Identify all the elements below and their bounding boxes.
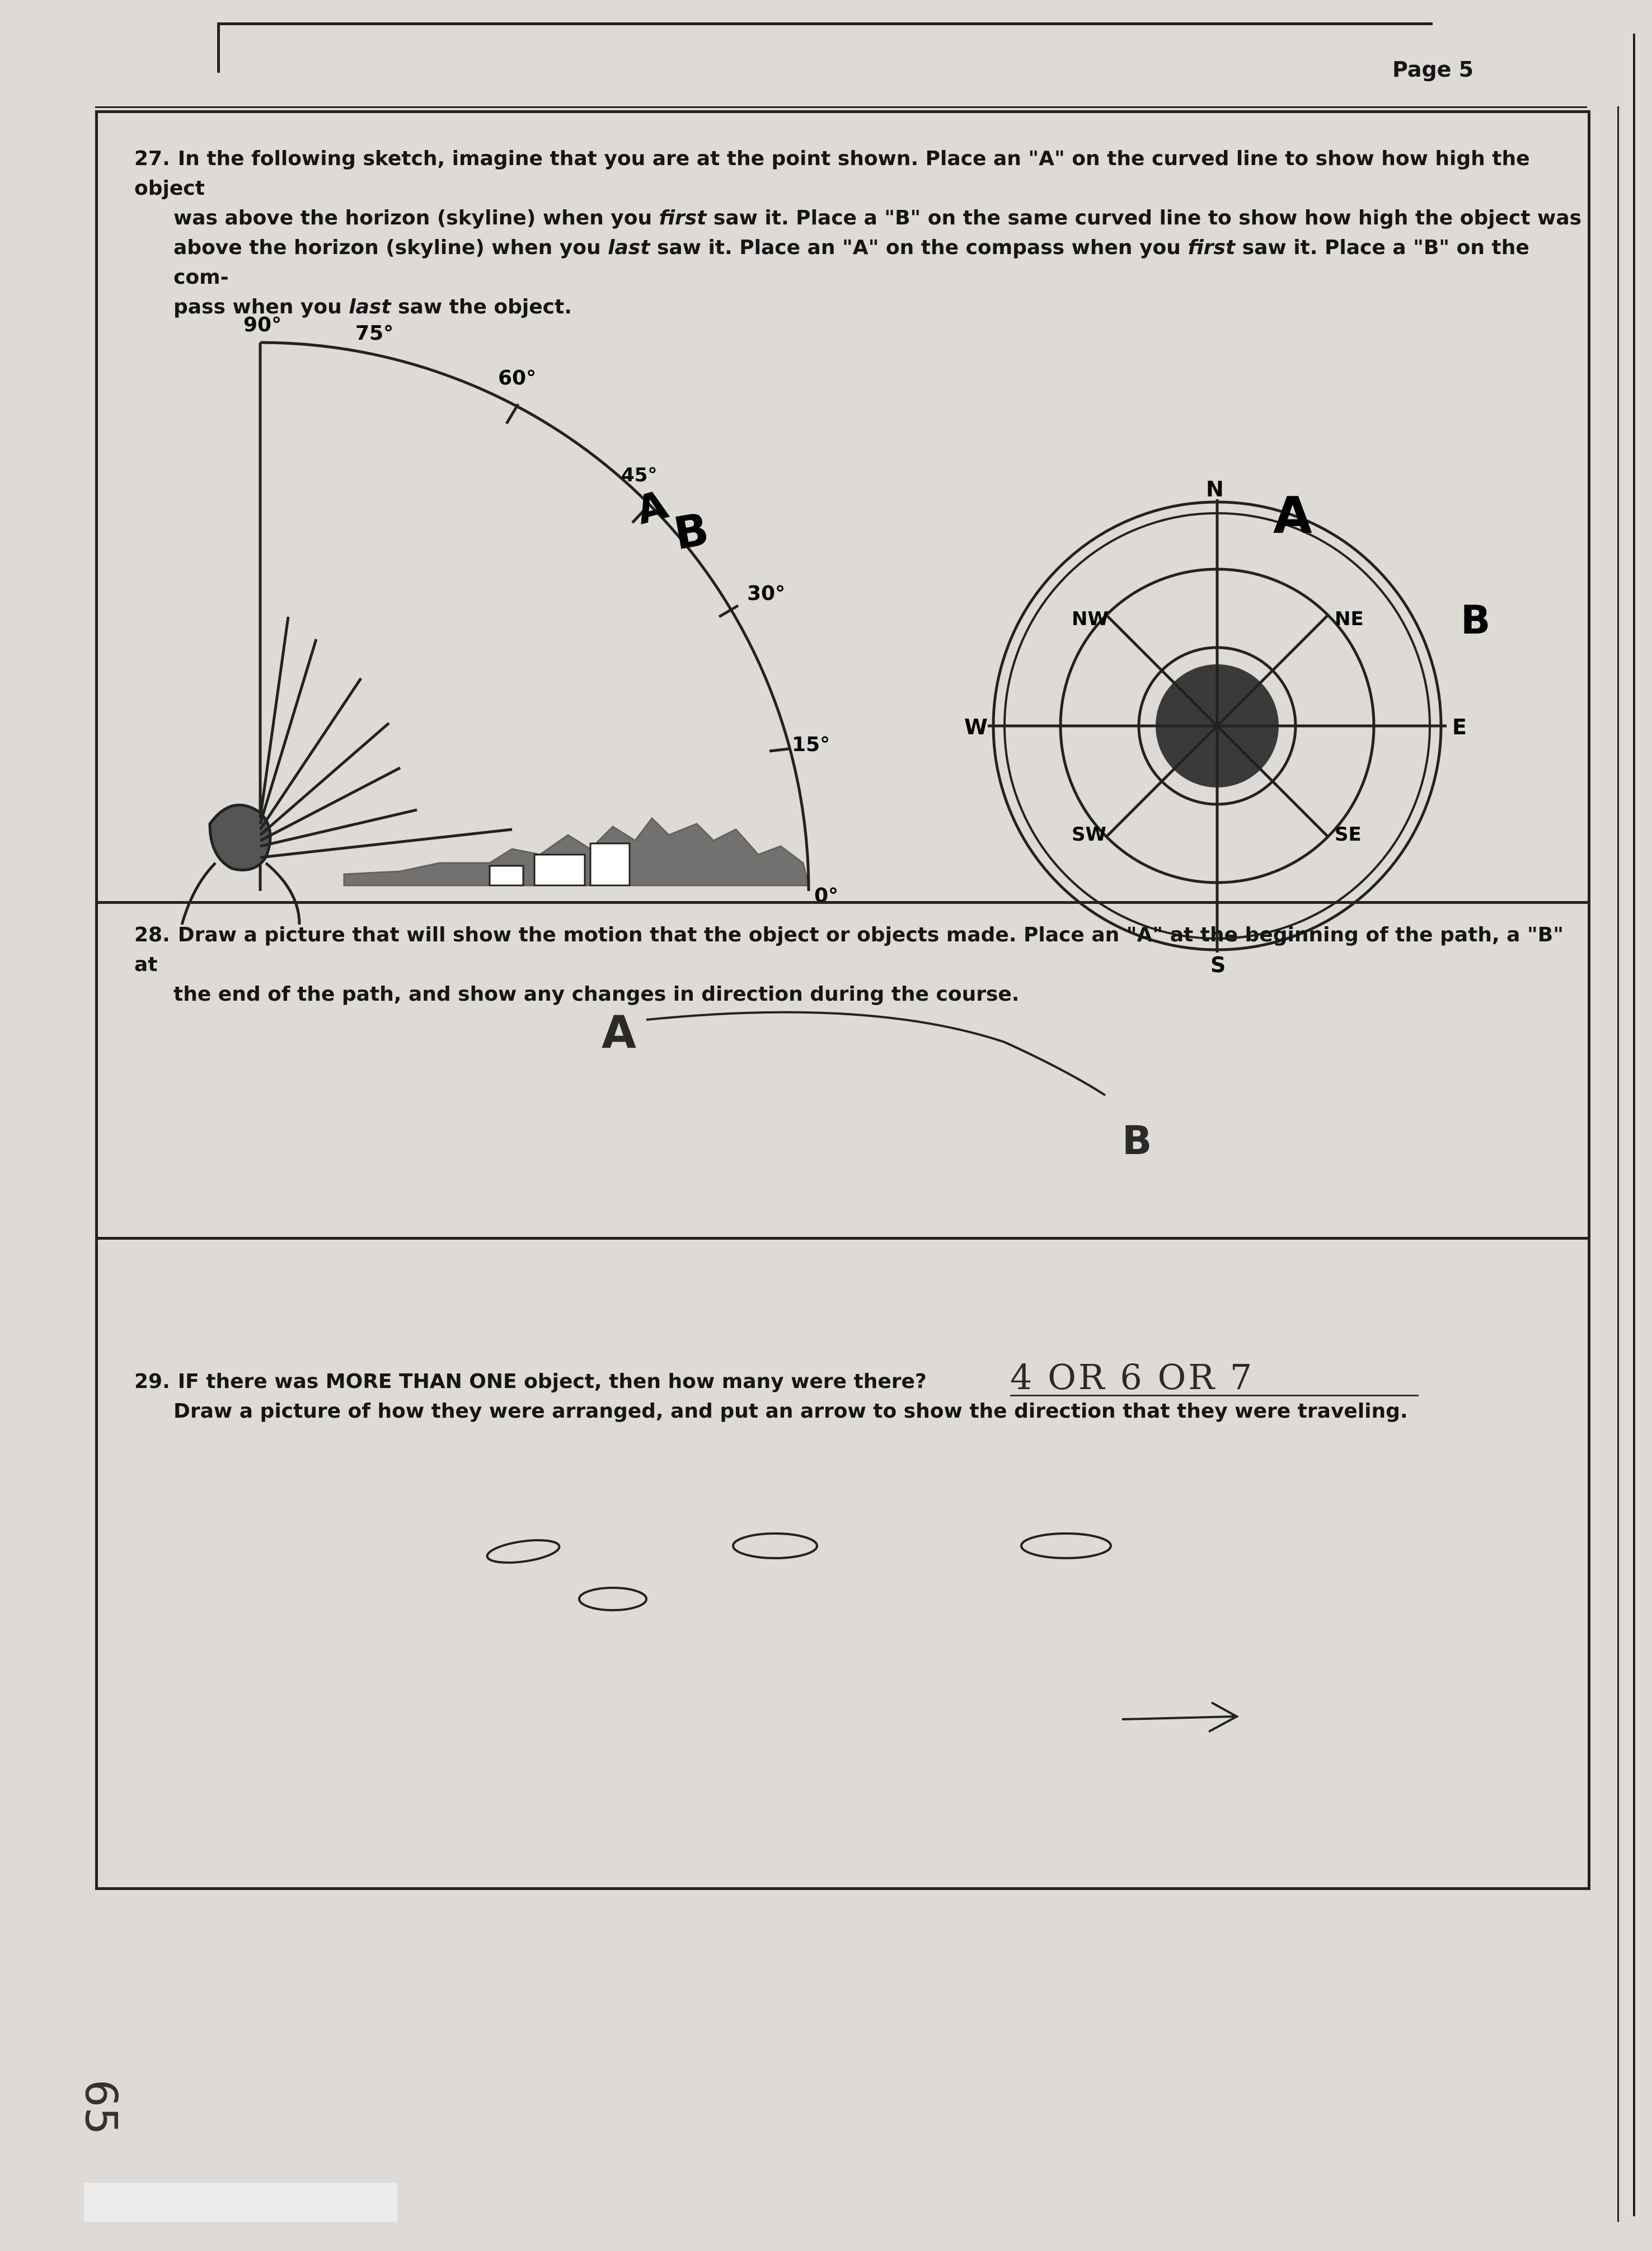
right-edge-line-inner [1617, 106, 1619, 2222]
question-29-number: 29. [134, 1370, 170, 1393]
divider-q27-q28 [98, 901, 1588, 904]
skyline-illustration [344, 818, 809, 885]
questionnaire-form [95, 110, 1590, 1890]
compass-label-se: SE [1335, 823, 1362, 846]
question-27-line-4b: saw the object. [391, 296, 572, 318]
handwritten-answer-count: 4 OR 6 OR 7 [1010, 1357, 1255, 1398]
object-sketch-1 [486, 1536, 561, 1567]
question-27-line-3-em: last [608, 236, 650, 259]
question-27-line-2a: was above the horizon (skyline) when you [173, 207, 659, 229]
compass-label-s: S [1210, 953, 1226, 975]
top-edge-tick [217, 22, 220, 73]
question-27-number: 27. [134, 147, 170, 170]
tick-15 [769, 749, 789, 751]
question-27-line-3a: above the horizon (skyline) when you [173, 236, 608, 259]
motion-path-drawing [590, 986, 1262, 1165]
angle-label-0: 0° [814, 884, 839, 907]
question-27-line-1: In the following sketch, imagine that you are at the point shown. Place an "A" on the curved line to show how high the object [134, 147, 1530, 200]
question-29-line-2: Draw a picture of how they were arranged, and put an arrow to show the direction that they were traveling. [173, 1400, 1408, 1423]
question-27-line-3b: saw it. Place an "A" on the compass when you [650, 236, 1188, 259]
compass-label-sw: SW [1072, 823, 1106, 846]
question-29-line-1: IF there was MORE THAN ONE object, then how many were there? [177, 1370, 927, 1393]
handwritten-mark-b-arc: B [670, 503, 713, 560]
motion-path-line [646, 1012, 1105, 1095]
object-sketch-2 [733, 1534, 817, 1558]
object-sketch-3 [1021, 1534, 1111, 1558]
angle-label-45: 45° [621, 464, 658, 486]
objects-arrangement-drawing [462, 1501, 1525, 1781]
question-27-line-3-em2: first [1188, 236, 1236, 259]
compass-label-w: W [964, 715, 988, 739]
page-number: Page 5 [1392, 57, 1474, 82]
elevation-arc [260, 343, 809, 891]
angle-label-15: 15° [792, 733, 830, 756]
direction-arrow [1122, 1703, 1237, 1732]
question-27-line-4-em: last [349, 296, 391, 318]
question-27-text [134, 144, 1588, 322]
question-27-line-4a: pass when you [173, 296, 349, 318]
angle-label-90: 90° [243, 313, 282, 336]
compass-label-e: E [1452, 715, 1467, 739]
question-28-line-2: the end of the path, and show any changes in direction during the course. [173, 983, 1020, 1006]
answer-underline [1010, 1395, 1419, 1396]
question-28-line-1: Draw a picture that will show the motion that the object or objects made. Place an "A" at the beginning of the path, a "B" at [134, 923, 1564, 976]
divider-q28-q29 [98, 1237, 1588, 1240]
right-edge-line [1633, 34, 1635, 2216]
question-27-line-2b: saw it. Place a "B" on the same curved line to show how high the object was [706, 207, 1582, 229]
top-edge-line [218, 22, 1433, 25]
page-corner-number: 65 [75, 2079, 126, 2135]
handwritten-path-end-b: B [1122, 1118, 1152, 1164]
angle-label-75: 75° [355, 322, 394, 345]
angle-label-60: 60° [498, 367, 537, 390]
top-rule [95, 106, 1587, 108]
tick-60 [506, 404, 518, 424]
object-sketch-4 [579, 1588, 646, 1610]
compass-label-nw: NW [1072, 608, 1109, 630]
elevation-angle-sketch [176, 303, 982, 936]
handwritten-mark-a-compass: A [1273, 486, 1312, 545]
compass-label-ne: NE [1335, 608, 1364, 630]
handwritten-path-start-a: A [602, 1006, 636, 1058]
compass-label-n: N [1206, 477, 1224, 501]
question-27-line-2-em: first [659, 207, 707, 229]
question-28-number: 28. [134, 923, 170, 946]
angle-label-30: 30° [747, 582, 786, 605]
handwritten-mark-a-arc: A [631, 481, 673, 534]
question-27-line-3c: saw it. Place a "B" on the com- [173, 236, 1529, 289]
handwritten-mark-b-compass: B [1461, 597, 1491, 643]
compass-diagram [960, 359, 1575, 975]
scan-strip [84, 2183, 397, 2222]
